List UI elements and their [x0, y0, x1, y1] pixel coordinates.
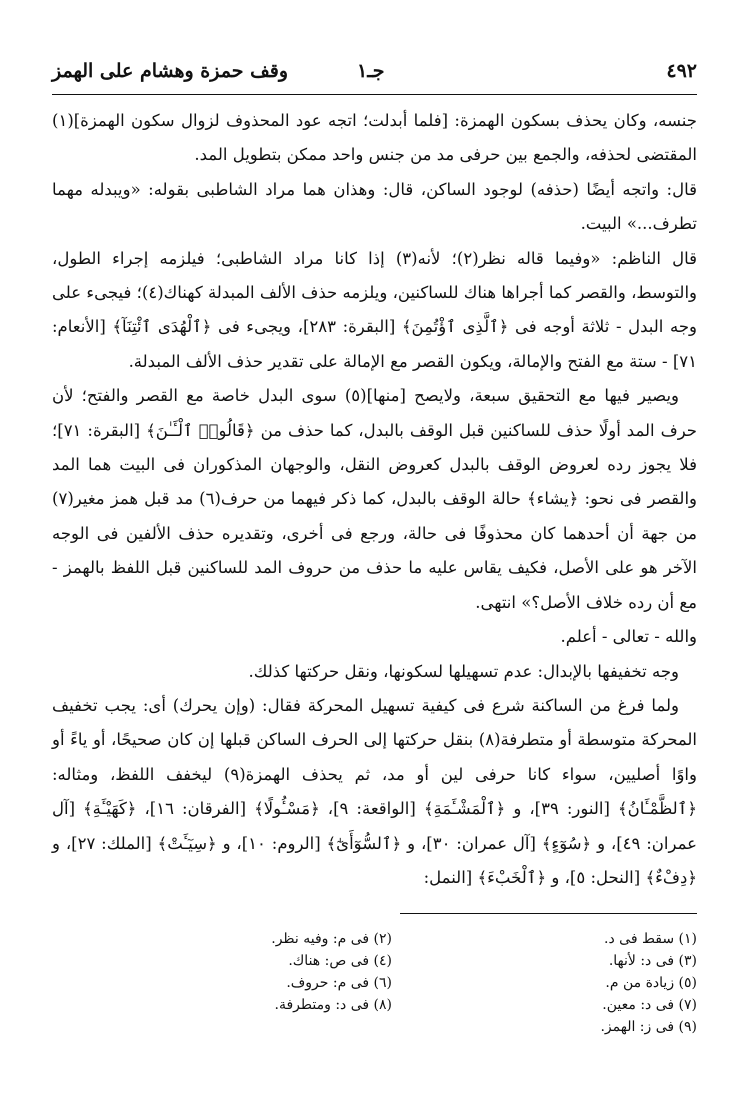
paragraph: ويصير فيها مع التحقيق سبعة، ولايصح [منها](٥) سوى البدل خاصة مع القصر والفتح؛ لأن حرف المد أولًا حذف للساكنين قبل الوقف بالبدل، كما حذف من ﴿قَالُوا۟ ٱلْـَٔـٰنَ﴾ [البقرة: ٧١]؛ فلا يجوز رده لعروض الوقف بالبدل كعروض النقل، والوجهان المذكوران فى البيت هما المد والقصر فى نحو: ﴿يشاء﴾ حالة الوقف بالبدل، كما ذكر فيهما من حرف(٦) مد قبل همز مغير(٧) من جهة أن أحدهما كان محذوفًا فى حالة، ورجع فى أخرى، وتقديره حذف الألفين فى الوجه الآخر هو على الأصل، فكيف يقاس عليه ما حذف من حروف المد للساكنين قبل اللفظ بالهمز - مع أن رده خلاف الأصل؟» انتهى.	[52, 386, 697, 612]
footnote: (٧) فى د: معين.	[602, 997, 697, 1013]
paragraph: والله - تعالى - أعلم.	[560, 627, 697, 647]
footnote: (٤) فى ص: هناك.	[288, 953, 392, 969]
footnotes-even	[192, 928, 392, 1016]
footnote: (٨) فى د: ومتطرفة.	[274, 997, 392, 1013]
paragraph: ولما فرغ من الساكنة شرع فى كيفية تسهيل المحركة فقال: (وإن يحرك) أى: يجب تخفيف المحركة متوسطة أو متطرفة(٨) بنقل حركتها إلى الحرف الساكن قبلها إن كان صحيحًا، أو ياءً أو واوًا أصليين، سواء كانا حرفى لين أو مد، ثم يحذف الهمزة(٩) ليخفف اللفظ، ومثاله: ﴿ٱلظَّمْـَٔانُ﴾ [النور: ٣٩]، و ﴿ٱلْمَشْـَٔمَةِ﴾ [الواقعة: ٩]، ﴿مَسْـُٔولًا﴾ [الفرقان: ١٦]، ﴿كَهَيْـَٔةِ﴾ [آل عمران: ٤٩]، و ﴿سُوٓءٍ﴾ [آل عمران: ٣٠]، و ﴿ٱلسُّوٓأَىٰٓ﴾ [الروم: ١٠]، و ﴿سِيٓـَٔتْ﴾ [الملك: ٢٧]، و ﴿دِفْءٌ﴾ [النحل: ٥]، و ﴿ٱلْخَبْءَ﴾ [النمل:	[52, 695, 698, 887]
volume-label: جـ١	[357, 60, 385, 82]
footnote: (٩) فى ز: الهمز.	[600, 1019, 697, 1035]
running-title: وقف حمزة وهشام على الهمز	[52, 60, 289, 82]
footnote-rule	[400, 913, 697, 914]
footnote: (٥) زيادة من م.	[605, 975, 697, 991]
footnotes-odd	[497, 928, 697, 1038]
paragraph: قال الناظم: «وفيما قاله نظر(٢)؛ لأنه(٣) إذا كانا مراد الشاطبى؛ فيلزمه إجراء الطول، والتوسط، والقصر كما أجراها هناك للساكنين، ويلزمه حذف الألف المبدلة كهناك(٤)؛ فيجىء على وجه البدل - ثلاثة أوجه فى ﴿ٱلَّذِى ٱؤْتُمِنَ﴾ [البقرة: ٢٨٣]، ويجىء فى ﴿ٱلْهُدَى ٱئْتِنَآ﴾ [الأنعام: ٧١] - ستة مع الفتح والإمالة، ويكون القصر مع الإمالة على تقدير حذف الألف المبدلة.	[52, 248, 698, 371]
footnote: (٢) فى م: وفيه نظر.	[271, 931, 392, 947]
paragraph: وجه تخفيفها بالإبدال: عدم تسهيلها لسكونها، ونقل حركتها كذلك.	[248, 661, 679, 681]
header-rule	[52, 94, 697, 95]
footnote: (٣) فى د: لأنها.	[608, 953, 697, 969]
page-number: ٤٩٢	[666, 60, 697, 82]
body-text	[52, 104, 697, 895]
footnote: (١) سقط فى د.	[604, 931, 697, 947]
paragraph: قال: واتجه أيضًا (حذفه) لوجود الساكن، قال: وهذان هما مراد الشاطبى بقوله: «ويبدله مهما تطرف...» البيت.	[52, 179, 697, 234]
page-header	[52, 58, 697, 90]
paragraph: جنسه، وكان يحذف بسكون الهمزة: [فلما أبدلت؛ اتجه عود المحذوف لزوال سكون الهمزة](١) المقتضى لحذفه، والجمع بين حرفى مد من جنس واحد ممكن بتطويل المد.	[52, 111, 697, 165]
footnote: (٦) فى م: حروف.	[286, 975, 392, 991]
